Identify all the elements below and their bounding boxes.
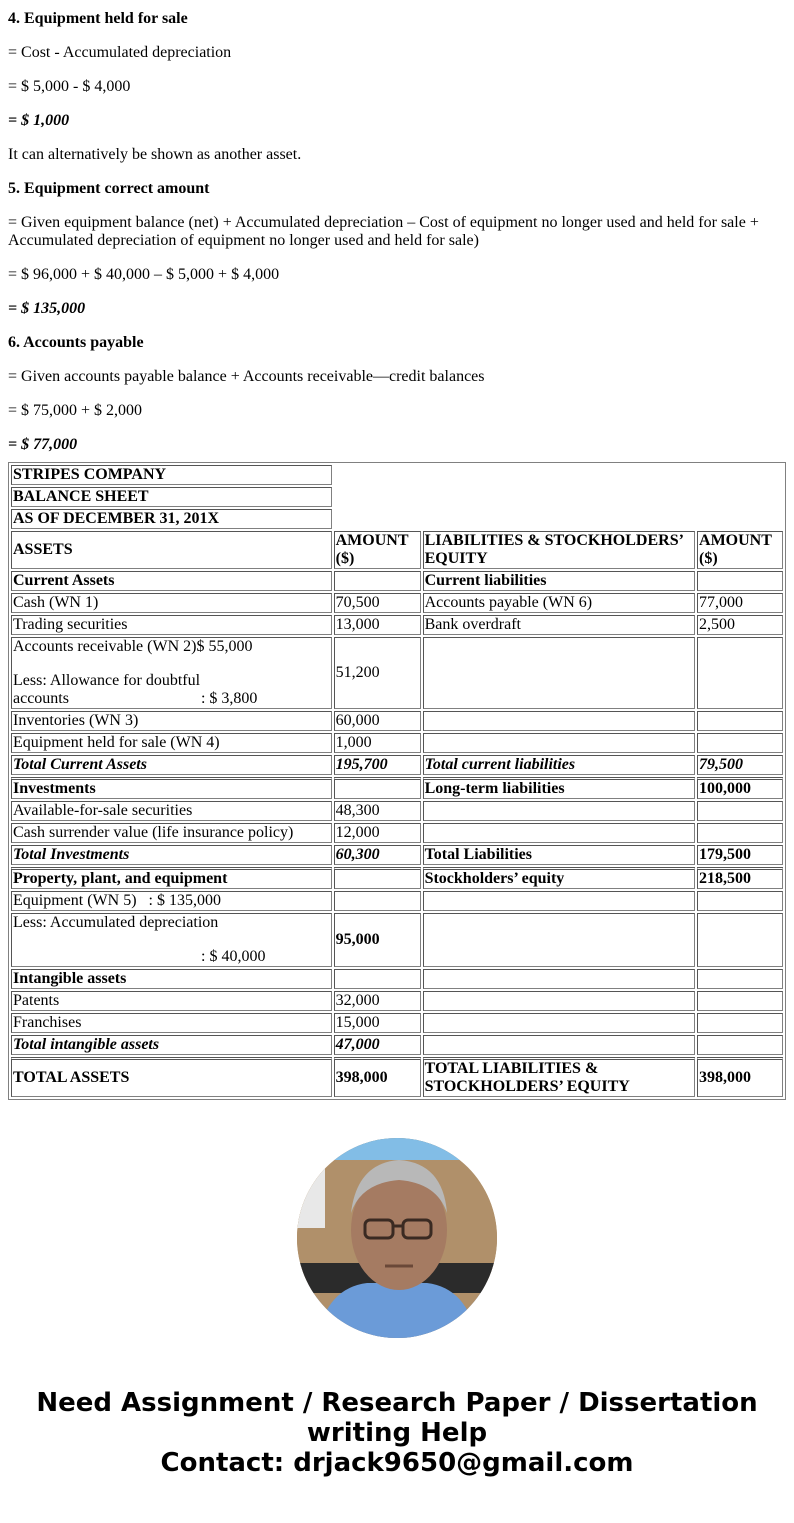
total-label: Total Investments bbox=[11, 845, 332, 865]
amount-cell: 12,000 bbox=[334, 823, 421, 843]
total-amount: 179,500 bbox=[697, 845, 783, 865]
line-label: Cash surrender value (life insurance policy) bbox=[11, 823, 332, 843]
blank-cell bbox=[334, 891, 421, 911]
table-row bbox=[11, 1013, 783, 1033]
total-label: Total intangible assets bbox=[11, 1035, 332, 1055]
line-label: Equipment held for sale (WN 4) bbox=[11, 733, 332, 753]
blank-cell bbox=[697, 823, 783, 843]
table-row bbox=[11, 913, 783, 967]
line-label bbox=[11, 913, 332, 967]
table-row bbox=[11, 823, 783, 843]
line-label: Accounts payable (WN 6) bbox=[423, 593, 695, 613]
line-label: Trading securities bbox=[11, 615, 332, 635]
line-label: Cash (WN 1) bbox=[11, 593, 332, 613]
amount-cell: 60,000 bbox=[334, 711, 421, 731]
blank-cell bbox=[697, 991, 783, 1011]
line-label: Patents bbox=[11, 991, 332, 1011]
liabilities-header: LIABILITIES & STOCKHOLDERS’ EQUITY bbox=[423, 531, 695, 569]
amount-cell: 13,000 bbox=[334, 615, 421, 635]
note: It can alternatively be shown as another asset. bbox=[8, 146, 302, 163]
table-row bbox=[11, 991, 783, 1011]
accum-dep-amount-text: : $ 40,000 bbox=[201, 948, 266, 965]
ar-allowance: Less: Allowance for doubtful bbox=[13, 672, 201, 689]
blank-cell bbox=[334, 969, 421, 989]
amount-header-left: AMOUNT ($) bbox=[334, 531, 421, 569]
formula-result: = $ 77,000 bbox=[8, 436, 78, 453]
blank-cell bbox=[697, 637, 783, 709]
total-amount: 47,000 bbox=[334, 1035, 421, 1055]
total-amount: 195,700 bbox=[334, 755, 421, 775]
blank-cell bbox=[697, 913, 783, 967]
accum-dep-value bbox=[13, 948, 330, 966]
blank-cell bbox=[423, 913, 695, 967]
blank-cell bbox=[423, 711, 695, 731]
amount-cell bbox=[334, 777, 421, 799]
total-row bbox=[11, 1035, 783, 1055]
section-heading: 6. Accounts payable bbox=[8, 334, 144, 351]
blank-cell bbox=[697, 733, 783, 753]
section-heading: 5. Equipment correct amount bbox=[8, 180, 210, 197]
cta-headline: Need Assignment / Research Paper / Dissertation writing Help bbox=[36, 1388, 758, 1448]
formula-line: = Cost - Accumulated depreciation bbox=[8, 44, 232, 61]
line-label bbox=[11, 637, 332, 709]
amount-cell: 48,300 bbox=[334, 801, 421, 821]
line-label: Bank overdraft bbox=[423, 615, 695, 635]
amount-cell: 15,000 bbox=[334, 1013, 421, 1033]
table-row bbox=[11, 637, 783, 709]
section-label: Property, plant, and equipment bbox=[11, 867, 332, 889]
line-label: Inventories (WN 3) bbox=[11, 711, 332, 731]
amount-header-right: AMOUNT ($) bbox=[697, 531, 783, 569]
cta-contact: Contact: drjack9650@gmail.com bbox=[160, 1448, 634, 1478]
ar-allowance-word: accounts bbox=[13, 690, 69, 707]
company-name: STRIPES COMPANY bbox=[11, 465, 332, 485]
amount-cell: 218,500 bbox=[697, 867, 783, 889]
table-row bbox=[11, 615, 783, 635]
amount-cell: 2,500 bbox=[697, 615, 783, 635]
blank-cell bbox=[423, 1013, 695, 1033]
amount-cell: 77,000 bbox=[697, 593, 783, 613]
total-label: Total current liabilities bbox=[423, 755, 695, 775]
total-le-amount: 398,000 bbox=[697, 1057, 783, 1097]
avatar bbox=[297, 1138, 497, 1338]
table-row bbox=[11, 733, 783, 753]
avatar-container bbox=[0, 1138, 794, 1338]
formula-line: = $ 5,000 - $ 4,000 bbox=[8, 78, 131, 95]
ar-allowance-amount bbox=[13, 690, 330, 708]
ar-allowance-value: : $ 3,800 bbox=[200, 690, 258, 707]
section-label: Intangible assets bbox=[11, 969, 332, 989]
accum-dep-label: Less: Accumulated depreciation bbox=[13, 914, 219, 931]
blank-cell bbox=[423, 969, 695, 989]
blank-cell bbox=[697, 969, 783, 989]
blank-cell bbox=[697, 1035, 783, 1055]
blank-cell bbox=[423, 991, 695, 1011]
blank-cell bbox=[697, 711, 783, 731]
total-label: Total Current Assets bbox=[11, 755, 332, 775]
table-row bbox=[11, 711, 783, 731]
sheet-title: BALANCE SHEET bbox=[11, 487, 332, 507]
amount-cell bbox=[334, 571, 421, 591]
table-row bbox=[11, 465, 783, 485]
total-assets-amount: 398,000 bbox=[334, 1057, 421, 1097]
table-row bbox=[11, 571, 783, 591]
section-heading: 4. Equipment held for sale bbox=[8, 10, 188, 27]
amount-cell bbox=[697, 571, 783, 591]
blank-cell bbox=[697, 891, 783, 911]
balance-sheet-table bbox=[8, 462, 786, 1100]
formula-result: = $ 135,000 bbox=[8, 300, 86, 317]
section-label: Current Assets bbox=[11, 571, 332, 591]
section-label: Stockholders’ equity bbox=[423, 867, 695, 889]
person-photo-icon bbox=[297, 1138, 497, 1338]
table-row bbox=[11, 801, 783, 821]
formula-line: = $ 96,000 + $ 40,000 – $ 5,000 + $ 4,000 bbox=[8, 266, 280, 283]
blank-cell bbox=[423, 733, 695, 753]
blank-cell bbox=[697, 801, 783, 821]
blank-cell bbox=[334, 465, 783, 529]
amount-cell: 100,000 bbox=[697, 777, 783, 799]
table-row bbox=[11, 891, 783, 911]
table-row bbox=[11, 777, 783, 799]
grand-total-row bbox=[11, 1057, 783, 1097]
total-row bbox=[11, 845, 783, 865]
amount-cell: 32,000 bbox=[334, 991, 421, 1011]
blank-cell bbox=[423, 1035, 695, 1055]
blank-cell bbox=[423, 891, 695, 911]
blank-cell bbox=[423, 823, 695, 843]
line-label: Equipment (WN 5) : $ 135,000 bbox=[11, 891, 332, 911]
amount-cell: 51,200 bbox=[334, 637, 421, 709]
sheet-date: AS OF DECEMBER 31, 201X bbox=[11, 509, 332, 529]
amount-cell: 95,000 bbox=[334, 913, 421, 967]
table-row bbox=[11, 593, 783, 613]
contact-banner bbox=[0, 1388, 794, 1508]
table-row bbox=[11, 867, 783, 889]
formula-result: = $ 1,000 bbox=[8, 112, 70, 129]
line-label: Franchises bbox=[11, 1013, 332, 1033]
formula-line: = Given accounts payable balance + Accounts receivable—credit balances bbox=[8, 368, 485, 385]
amount-cell bbox=[334, 867, 421, 889]
header-row bbox=[11, 531, 783, 569]
table-row bbox=[11, 969, 783, 989]
assets-header: ASSETS bbox=[11, 531, 332, 569]
total-assets-label: TOTAL ASSETS bbox=[11, 1057, 332, 1097]
total-row bbox=[11, 755, 783, 775]
amount-cell: 70,500 bbox=[334, 593, 421, 613]
amount-cell: 1,000 bbox=[334, 733, 421, 753]
total-label: Total Liabilities bbox=[423, 845, 695, 865]
section-label: Long-term liabilities bbox=[423, 777, 695, 799]
blank-cell bbox=[423, 637, 695, 709]
formula-line: = Given equipment balance (net) + Accumulated depreciation – Cost of equipment no longer used and held for sale + Accumulated depreciation of equipment no longer used and held for sale) bbox=[8, 214, 759, 249]
formula-line: = $ 75,000 + $ 2,000 bbox=[8, 402, 143, 419]
total-amount: 79,500 bbox=[697, 755, 783, 775]
line-label: Available-for-sale securities bbox=[11, 801, 332, 821]
blank-cell bbox=[423, 801, 695, 821]
total-amount: 60,300 bbox=[334, 845, 421, 865]
total-le-label: TOTAL LIABILITIES & STOCKHOLDERS’ EQUITY bbox=[423, 1057, 695, 1097]
section-label: Current liabilities bbox=[423, 571, 695, 591]
ar-gross: Accounts receivable (WN 2)$ 55,000 bbox=[13, 638, 253, 655]
blank-cell bbox=[697, 1013, 783, 1033]
section-label: Investments bbox=[11, 777, 332, 799]
